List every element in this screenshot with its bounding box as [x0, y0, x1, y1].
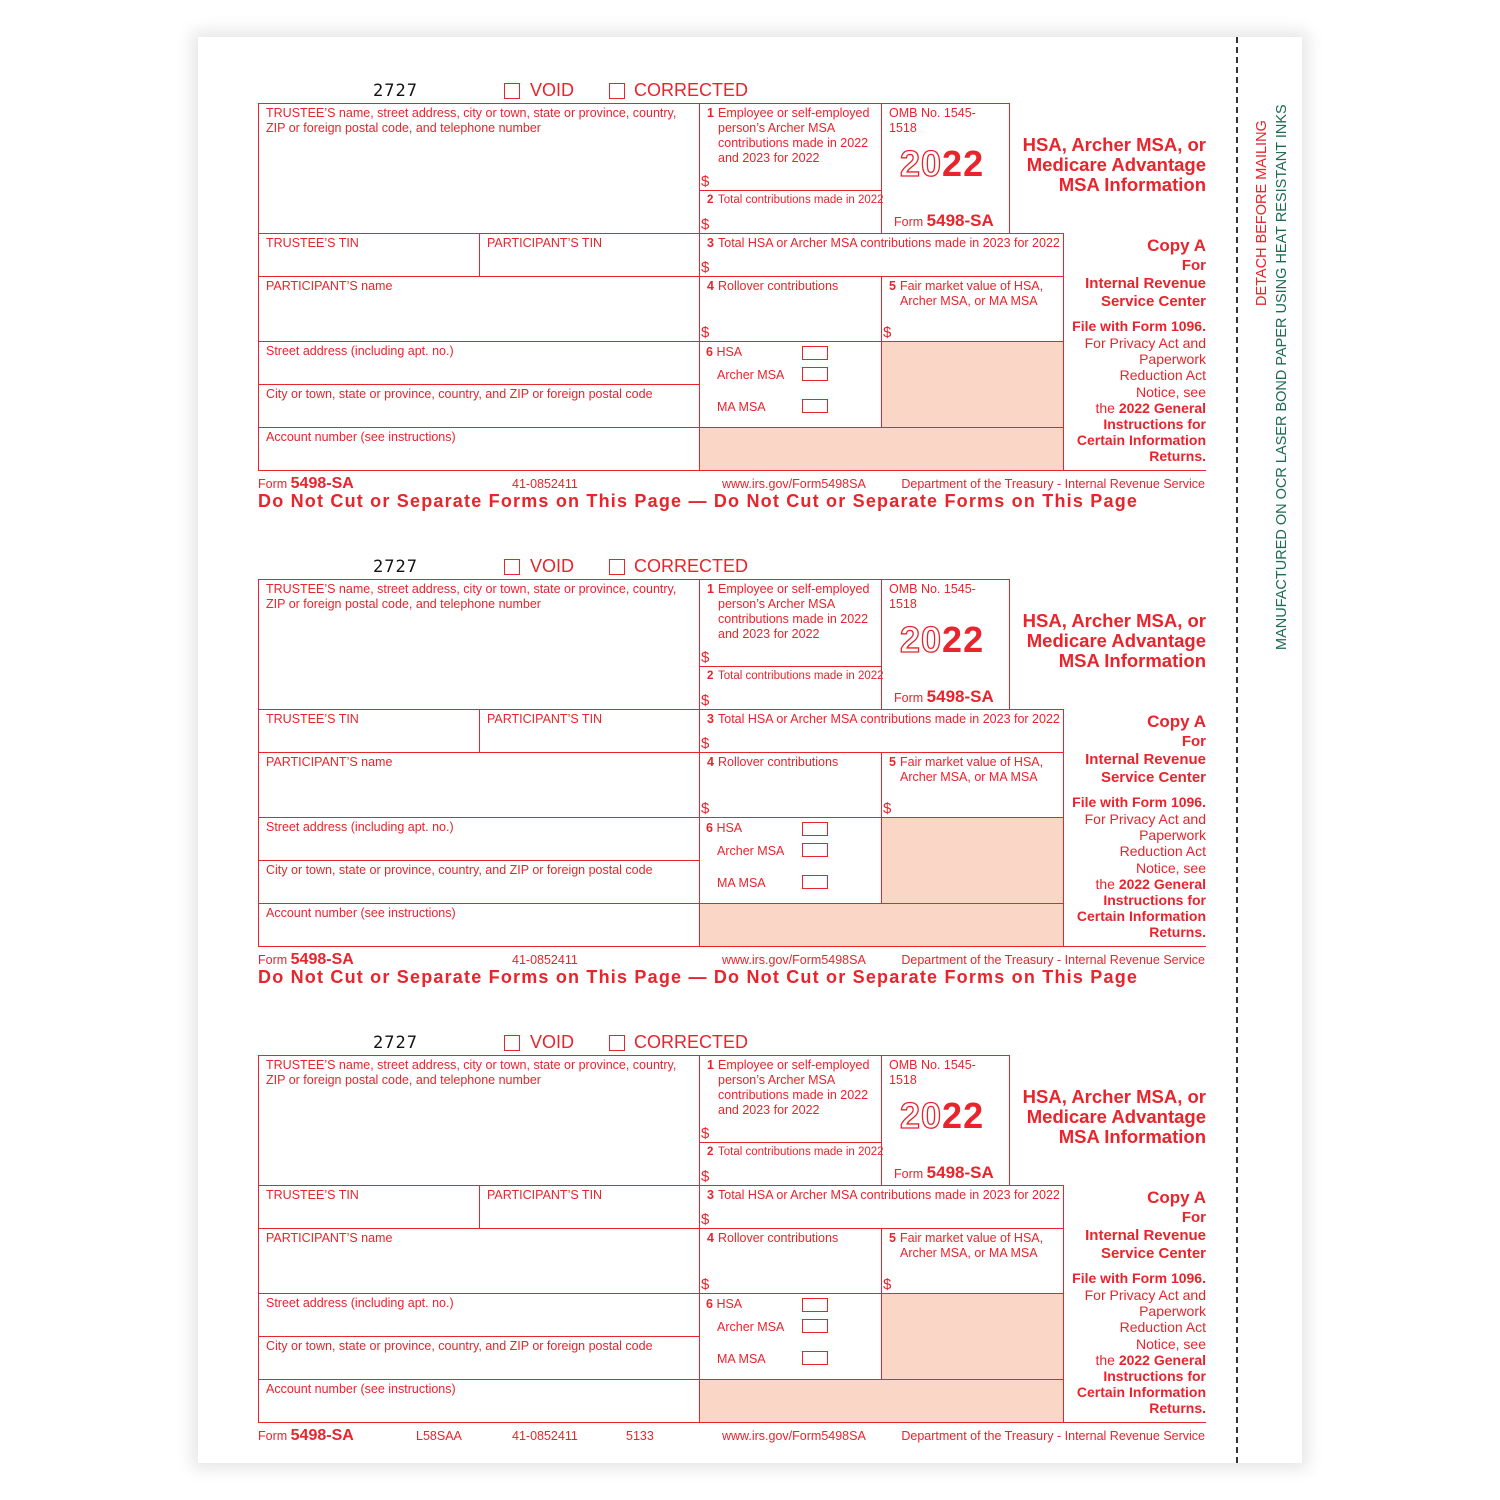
box6-ma-label: MA MSA — [717, 876, 766, 890]
box5-label: 5 Fair market value of HSA, Archer MSA, or MA MSA — [889, 279, 1044, 308]
box5[interactable] — [881, 752, 1063, 817]
footer-cat-number: 41-0852411 — [512, 953, 578, 967]
box6-hsa-label: 6 HSA — [706, 1297, 743, 1311]
omb-year-box — [881, 579, 1010, 709]
form-footer — [258, 1427, 1206, 1447]
dollar-sign: $ — [883, 1276, 892, 1293]
footer-url: www.irs.gov/Form5498SA — [722, 1429, 866, 1443]
trustee-name-label: TRUSTEE’S name, street address, city or town, state or province, country, ZIP or foreign postal code, and telephone number — [266, 106, 677, 135]
omb-number: OMB No. 1545-1518 — [889, 106, 976, 135]
participant-tin-box[interactable] — [479, 233, 699, 276]
box1-label: 1 Employee or self-employed person’s Archer MSA contributions made in 2022 and 2023 for 2022 — [707, 1058, 870, 1117]
box5[interactable] — [881, 276, 1063, 341]
omb-year-box — [881, 1055, 1010, 1185]
omb-number: OMB No. 1545-1518 — [889, 1058, 976, 1087]
participant-tin-label: PARTICIPANT’S TIN — [487, 712, 603, 726]
trustee-tin-label: TRUSTEE’S TIN — [266, 712, 359, 726]
street-address-label: Street address (including apt. no.) — [266, 344, 454, 358]
box3[interactable] — [699, 1185, 1063, 1228]
corrected-checkbox[interactable] — [609, 1035, 625, 1051]
box4[interactable] — [699, 1228, 881, 1293]
box1-label: 1 Employee or self-employed person’s Archer MSA contributions made in 2022 and 2023 for 2022 — [707, 582, 870, 641]
do-not-cut-warning: Do Not Cut or Separate Forms on This Page — Do Not Cut or Separate Forms on This Page — [258, 967, 1139, 987]
trustee-name-label: TRUSTEE’S name, street address, city or town, state or province, country, ZIP or foreign postal code, and telephone number — [266, 1058, 677, 1087]
box5-label: 5 Fair market value of HSA, Archer MSA, or MA MSA — [889, 1231, 1044, 1260]
street-address-label: Street address (including apt. no.) — [266, 820, 454, 834]
form-id: Form 5498-SA — [894, 211, 994, 230]
trustee-tin-box[interactable] — [258, 709, 479, 752]
omb-number: OMB No. 1545-1518 — [889, 582, 976, 611]
trustee-name-label: TRUSTEE’S name, street address, city or town, state or province, country, ZIP or foreign postal code, and telephone number — [266, 582, 677, 611]
dollar-sign: $ — [701, 259, 710, 276]
footer-code: 5133 — [626, 1429, 654, 1443]
box4[interactable] — [699, 276, 881, 341]
dollar-sign: $ — [701, 800, 710, 817]
account-number-box[interactable] — [258, 1379, 699, 1423]
corrected-checkbox[interactable] — [609, 83, 625, 99]
box2[interactable] — [699, 190, 884, 233]
box3-label: 3 Total HSA or Archer MSA contributions made in 2023 for 2022 — [707, 1188, 1060, 1202]
dollar-sign: $ — [701, 216, 710, 233]
void-label: VOID — [530, 1032, 575, 1052]
void-checkbox[interactable] — [504, 1035, 520, 1051]
void-label: VOID — [530, 556, 575, 576]
form-title: HSA, Archer MSA, or Medicare Advantage MSA Information — [1022, 134, 1206, 195]
footer-url: www.irs.gov/Form5498SA — [722, 953, 866, 967]
box6-hsa-label: 6 HSA — [706, 345, 743, 359]
form-header — [258, 557, 758, 579]
street-address-box[interactable] — [258, 341, 699, 384]
box6 — [699, 341, 881, 427]
form-code: 2727 — [373, 1033, 418, 1053]
form-id: Form 5498-SA — [894, 1163, 994, 1182]
account-number-box[interactable] — [258, 903, 699, 947]
hsa-checkbox[interactable] — [802, 1298, 828, 1312]
tax-year: 2022 — [900, 143, 985, 184]
archer-msa-checkbox[interactable] — [802, 1319, 828, 1333]
detach-notice: DETACH BEFORE MAILING — [1254, 120, 1270, 306]
footer-form-id: Form 5498-SA — [258, 475, 354, 492]
account-number-label: Account number (see instructions) — [266, 1382, 456, 1396]
box6 — [699, 817, 881, 903]
box1[interactable] — [699, 1055, 881, 1142]
street-address-box[interactable] — [258, 1293, 699, 1336]
dollar-sign: $ — [701, 1276, 710, 1293]
dollar-sign: $ — [883, 324, 892, 341]
dollar-sign: $ — [701, 692, 710, 709]
participant-name-box[interactable] — [258, 752, 699, 817]
street-address-label: Street address (including apt. no.) — [266, 1296, 454, 1310]
box6-archer-label: Archer MSA — [717, 1320, 785, 1334]
dollar-sign: $ — [701, 1211, 710, 1228]
trustee-tin-box[interactable] — [258, 1185, 479, 1228]
footer-cat-number: 41-0852411 — [512, 1429, 578, 1443]
footer-dept: Department of the Treasury - Internal Revenue Service — [901, 477, 1205, 491]
box6-hsa-label: 6 HSA — [706, 821, 743, 835]
box3-label: 3 Total HSA or Archer MSA contributions made in 2023 for 2022 — [707, 712, 1060, 726]
box6-archer-label: Archer MSA — [717, 844, 785, 858]
footer-form-id: Form 5498-SA — [258, 951, 354, 968]
form-5498-sa-copy — [258, 80, 1206, 543]
side-margin-text — [1238, 100, 1302, 660]
box4-label: 4 Rollover contributions — [707, 279, 839, 293]
city-box[interactable] — [258, 384, 699, 427]
tax-year: 2022 — [900, 1095, 985, 1136]
box6 — [699, 1293, 881, 1379]
box2[interactable] — [699, 666, 884, 709]
footer-cat-number: 41-0852411 — [512, 477, 578, 491]
tax-year: 2022 — [900, 619, 985, 660]
account-number-box[interactable] — [258, 427, 699, 471]
dollar-sign: $ — [701, 324, 710, 341]
box3[interactable] — [699, 709, 1063, 752]
box6-ma-label: MA MSA — [717, 1352, 766, 1366]
box3-label: 3 Total HSA or Archer MSA contributions made in 2023 for 2022 — [707, 236, 1060, 250]
ma-msa-checkbox[interactable] — [802, 875, 828, 889]
form-5498-sa-copy — [258, 1032, 1206, 1495]
trustee-name-box[interactable] — [258, 103, 699, 233]
box4-label: 4 Rollover contributions — [707, 755, 839, 769]
omb-year-box — [881, 103, 1010, 233]
ma-msa-checkbox[interactable] — [802, 399, 828, 413]
box2-label: 2 Total contributions made in 2022 — [707, 194, 884, 206]
void-checkbox[interactable] — [504, 83, 520, 99]
corrected-label: CORRECTED — [634, 80, 749, 100]
box1[interactable] — [699, 103, 881, 190]
corrected-label: CORRECTED — [634, 1032, 749, 1052]
trustee-tin-label: TRUSTEE’S TIN — [266, 236, 359, 250]
city-box[interactable] — [258, 1336, 699, 1379]
participant-tin-box[interactable] — [479, 709, 699, 752]
hsa-checkbox[interactable] — [802, 346, 828, 360]
dollar-sign: $ — [701, 173, 710, 190]
corrected-checkbox[interactable] — [609, 559, 625, 575]
box2-label: 2 Total contributions made in 2022 — [707, 1146, 884, 1158]
trustee-name-box[interactable] — [258, 1055, 699, 1185]
participant-tin-box[interactable] — [479, 1185, 699, 1228]
shaded-box — [881, 1293, 1063, 1379]
shaded-account-box — [699, 903, 1063, 947]
participant-name-label: PARTICIPANT’S name — [266, 1231, 393, 1245]
void-label: VOID — [530, 80, 575, 100]
dollar-sign: $ — [701, 649, 710, 666]
box1-label: 1 Employee or self-employed person’s Archer MSA contributions made in 2022 and 2023 for 2022 — [707, 106, 870, 165]
copy-a-info: Copy A For Internal Revenue Service Center File with Form 1096. For Privacy Act and Paperwork Reduction Act Notice, see the 2022 General Instructions for Certain Information Returns. — [1072, 1188, 1206, 1417]
footer-dept: Department of the Treasury - Internal Revenue Service — [901, 953, 1205, 967]
corrected-label: CORRECTED — [634, 556, 749, 576]
participant-tin-label: PARTICIPANT’S TIN — [487, 236, 603, 250]
participant-tin-label: PARTICIPANT’S TIN — [487, 1188, 603, 1202]
copy-a-info: Copy A For Internal Revenue Service Center File with Form 1096. For Privacy Act and Paperwork Reduction Act Notice, see the 2022 General Instructions for Certain Information Returns. — [1072, 712, 1206, 941]
street-address-box[interactable] — [258, 817, 699, 860]
participant-name-label: PARTICIPANT’S name — [266, 755, 393, 769]
footer-url: www.irs.gov/Form5498SA — [722, 477, 866, 491]
city-label: City or town, state or province, country, and ZIP or foreign postal code — [266, 1339, 653, 1353]
form-title: HSA, Archer MSA, or Medicare Advantage MSA Information — [1022, 610, 1206, 671]
participant-name-box[interactable] — [258, 1228, 699, 1293]
trustee-tin-label: TRUSTEE’S TIN — [266, 1188, 359, 1202]
account-number-label: Account number (see instructions) — [266, 430, 456, 444]
box5[interactable] — [881, 1228, 1063, 1293]
box4-label: 4 Rollover contributions — [707, 1231, 839, 1245]
form-header — [258, 1033, 758, 1055]
shaded-box — [881, 341, 1063, 427]
do-not-cut-warning: Do Not Cut or Separate Forms on This Page — Do Not Cut or Separate Forms on This Page — [258, 491, 1139, 511]
void-checkbox[interactable] — [504, 559, 520, 575]
footer-form-id: Form 5498-SA — [258, 1427, 354, 1444]
shaded-box — [881, 817, 1063, 903]
dollar-sign: $ — [701, 1168, 710, 1185]
account-number-label: Account number (see instructions) — [266, 906, 456, 920]
city-label: City or town, state or province, country, and ZIP or foreign postal code — [266, 387, 653, 401]
form-header — [258, 81, 758, 103]
form-code: 2727 — [373, 81, 418, 101]
shaded-account-box — [699, 1379, 1063, 1423]
archer-msa-checkbox[interactable] — [802, 367, 828, 381]
box3[interactable] — [699, 233, 1063, 276]
city-box[interactable] — [258, 860, 699, 903]
ma-msa-checkbox[interactable] — [802, 1351, 828, 1365]
archer-msa-checkbox[interactable] — [802, 843, 828, 857]
form-5498-sa-copy — [258, 556, 1206, 1019]
box2[interactable] — [699, 1142, 884, 1185]
shaded-account-box — [699, 427, 1063, 471]
dollar-sign: $ — [701, 1125, 710, 1142]
copy-a-info: Copy A For Internal Revenue Service Center File with Form 1096. For Privacy Act and Paperwork Reduction Act Notice, see the 2022 General Instructions for Certain Information Returns. — [1072, 236, 1206, 465]
footer-l58: L58SAA — [416, 1429, 462, 1443]
form-id: Form 5498-SA — [894, 687, 994, 706]
box5-label: 5 Fair market value of HSA, Archer MSA, or MA MSA — [889, 755, 1044, 784]
box2-label: 2 Total contributions made in 2022 — [707, 670, 884, 682]
footer-dept: Department of the Treasury - Internal Revenue Service — [901, 1429, 1205, 1443]
form-code: 2727 — [373, 557, 418, 577]
trustee-tin-box[interactable] — [258, 233, 479, 276]
box6-archer-label: Archer MSA — [717, 368, 785, 382]
box1[interactable] — [699, 579, 881, 666]
city-label: City or town, state or province, country, and ZIP or foreign postal code — [266, 863, 653, 877]
participant-name-label: PARTICIPANT’S name — [266, 279, 393, 293]
box6-ma-label: MA MSA — [717, 400, 766, 414]
box4[interactable] — [699, 752, 881, 817]
dollar-sign: $ — [701, 735, 710, 752]
trustee-name-box[interactable] — [258, 579, 699, 709]
paper-notice: MANUFACTURED ON OCR LASER BOND PAPER USING HEAT RESISTANT INKS — [1274, 104, 1290, 650]
participant-name-box[interactable] — [258, 276, 699, 341]
dollar-sign: $ — [883, 800, 892, 817]
form-title: HSA, Archer MSA, or Medicare Advantage MSA Information — [1022, 1086, 1206, 1147]
hsa-checkbox[interactable] — [802, 822, 828, 836]
